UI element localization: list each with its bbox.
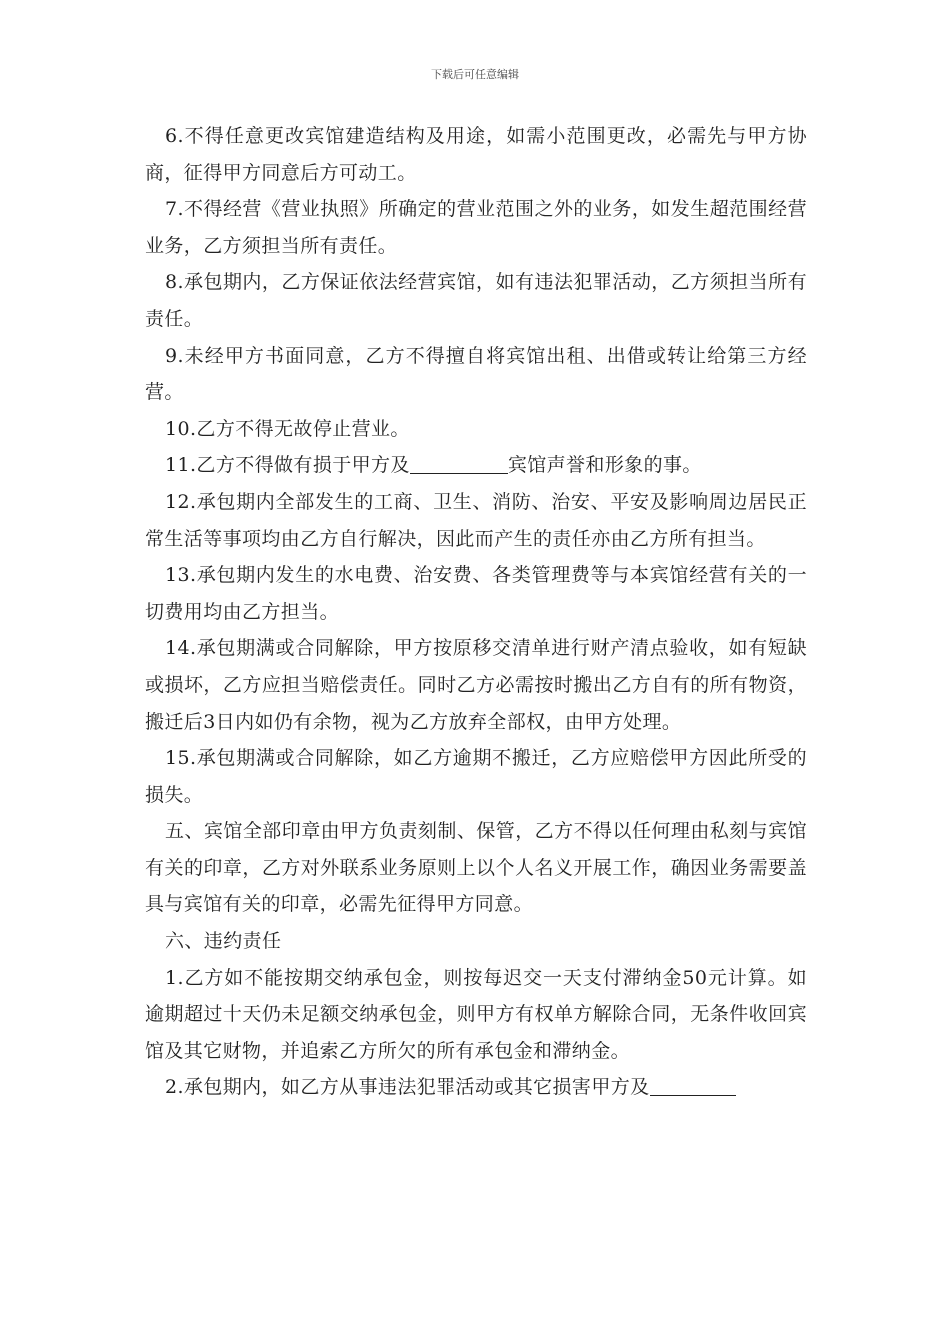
clause-10: 10.乙方不得无故停止营业。 <box>165 417 410 440</box>
clause-11-before: 11.乙方不得做有损于甲方及 <box>165 454 410 477</box>
page-header: 下载后可任意编辑 <box>431 68 519 81</box>
clause-15: 15.承包期满或合同解除，如乙方逾期不搬迁，乙方应赔偿甲方因此所受的损失。 <box>145 747 807 806</box>
clause-14: 14.承包期满或合同解除，甲方按原移交清单进行财产清点验收，如有短缺或损坏，乙方应担当赔偿责任。同时乙方必需按时搬出乙方自有的所有物资，搬迁后3日内如仍有余物，视为乙方放弃全部权，由甲方处理。 <box>145 637 807 733</box>
breach-clause-2-before: 2.承包期内，如乙方从事违法犯罪活动或其它损害甲方及 <box>165 1076 650 1099</box>
blank-line <box>410 455 508 474</box>
blank-line <box>650 1077 736 1096</box>
breach-clause-2 <box>145 1069 807 1106</box>
clause-6: 6.不得任意更改宾馆建造结构及用途，如需小范围更改，必需先与甲方协商，征得甲方同意后方可动工。 <box>145 125 807 184</box>
clause-12: 12.承包期内全部发生的工商、卫生、消防、治安、平安及影响周边居民正常生活等事项均由乙方自行解决，因此而产生的责任亦由乙方所有担当。 <box>145 490 807 550</box>
clause-8: 8.承包期内，乙方保证依法经营宾馆，如有违法犯罪活动，乙方须担当所有责任。 <box>145 271 807 330</box>
section-5: 五、宾馆全部印章由甲方负责刻制、保管，乙方不得以任何理由私刻与宾馆有关的印章，乙方对外联系业务原则上以个人名义开展工作，确因业务需要盖具与宾馆有关的印章，必需先征得甲方同意。 <box>145 820 807 916</box>
breach-clause-1: 1.乙方如不能按期交纳承包金，则按每迟交一天支付滞纳金50元计算。如逾期超过十天仍未足额交纳承包金，则甲方有权单方解除合同，无条件收回宾馆及其它财物，并追索乙方所欠的所有承包金和滞纳金。 <box>145 966 808 1062</box>
clause-11 <box>145 447 807 484</box>
clause-13: 13.承包期内发生的水电费、治安费、各类管理费等与本宾馆经营有关的一切费用均由乙方担当。 <box>145 564 807 623</box>
clause-11-after: 宾馆声誉和形象的事。 <box>507 454 702 477</box>
document-body <box>145 118 807 1106</box>
clause-7: 7.不得经营《营业执照》所确定的营业范围之外的业务，如发生超范围经营业务，乙方须担当所有责任。 <box>145 198 807 257</box>
clause-9: 9.未经甲方书面同意，乙方不得擅自将宾馆出租、出借或转让给第三方经营。 <box>145 344 807 404</box>
section-6-heading: 六、违约责任 <box>165 930 282 953</box>
